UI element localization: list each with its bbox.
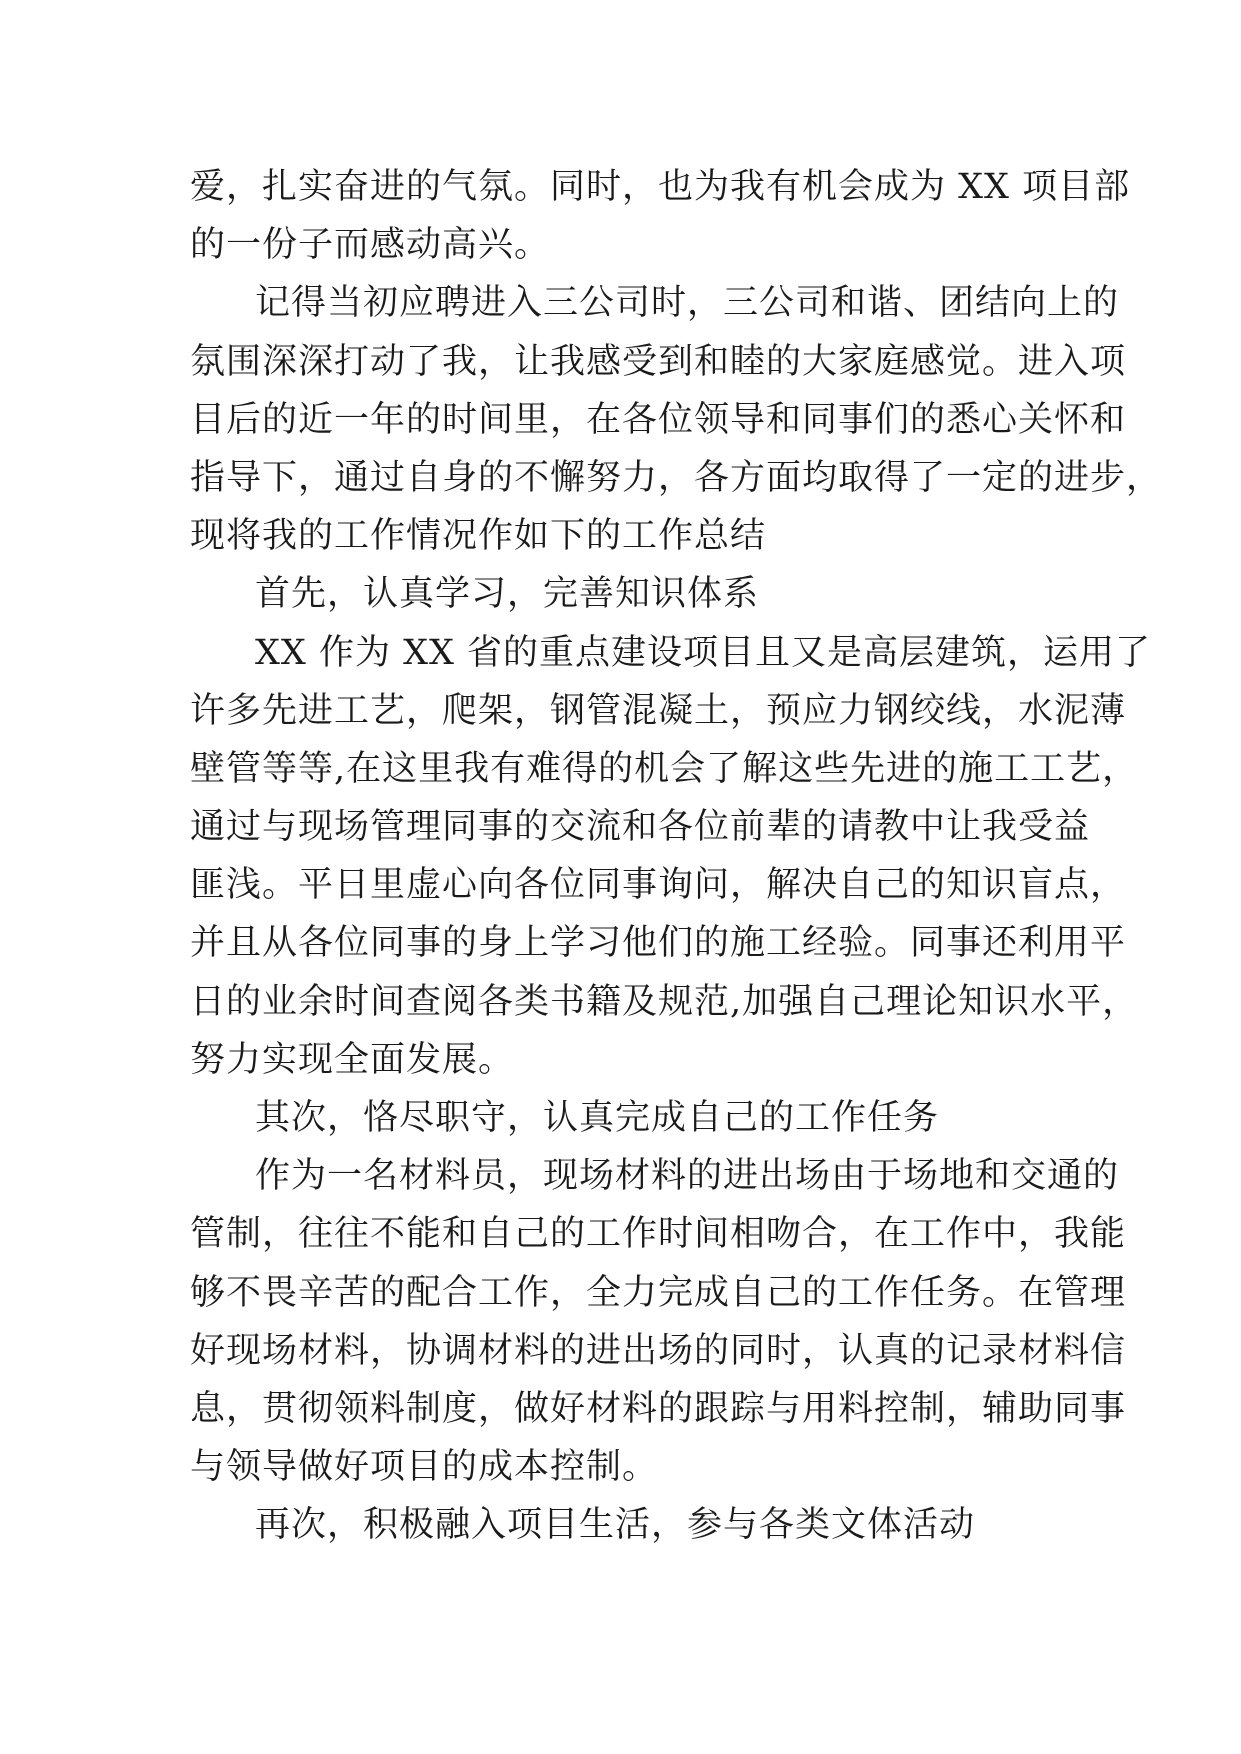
- text-line: 目后的近一年的时间里，在各位领导和同事们的悉心关怀和: [190, 399, 1127, 440]
- document-body: [190, 158, 1163, 1555]
- paragraph-start-line: 作为一名材料员，现场材料的进出场由于场地和交通的: [255, 1156, 1120, 1197]
- text-line: 与领导做好项目的成本控制。: [190, 1447, 659, 1488]
- section-heading-second: 其次，恪尽职守，认真完成自己的工作任务: [255, 1098, 940, 1138]
- text-line: 许多先进工艺，爬架，钢管混凝土，预应力钢绞线，水泥薄: [190, 690, 1127, 731]
- text-line: 日的业余时间查阅各类书籍及规范,加强自己理论知识水平，: [190, 981, 1139, 1022]
- text-line: 指导下，通过自身的不懈努力，各方面均取得了一定的进步，: [190, 457, 1163, 498]
- text-line: 并且从各位同事的身上学习他们的施工经验。同事还利用平: [190, 923, 1127, 964]
- text-line: 爱，扎实奋进的气氛。同时，也为我有机会成为 XX 项目部: [190, 167, 1131, 207]
- text-line: 现将我的工作情况作如下的工作总结: [190, 516, 767, 557]
- section-heading-third: 再次，积极融入项目生活，参与各类文体活动: [255, 1505, 976, 1546]
- paragraph-start-line: 记得当初应聘进入三公司时，三公司和谐、团结向上的: [255, 283, 1120, 324]
- text-line: 壁管等等,在这里我有难得的机会了解这些先进的施工工艺，: [190, 748, 1139, 789]
- text-line: 通过与现场管理同事的交流和各位前辈的请教中让我受益: [190, 807, 1091, 848]
- paragraph-start-line: XX 作为 XX 省的重点建设项目且又是高层建筑，运用了: [255, 632, 1152, 673]
- text-line: 管制，往往不能和自己的工作时间相吻合，在工作中，我能: [190, 1214, 1127, 1255]
- text-line: 够不畏辛苦的配合工作，全力完成自己的工作任务。在管理: [190, 1272, 1127, 1313]
- text-line: 氛围深深打动了我，让我感受到和睦的大家庭感觉。进入项: [190, 341, 1127, 382]
- text-line: 努力实现全面发展。: [190, 1039, 515, 1080]
- text-line: 匪浅。平日里虚心向各位同事询问，解决自己的知识盲点，: [190, 865, 1127, 906]
- text-line: 好现场材料，协调材料的进出场的同时，认真的记录材料信: [190, 1330, 1127, 1371]
- text-line: 息，贯彻领料制度，做好材料的跟踪与用料控制，辅助同事: [190, 1388, 1127, 1429]
- section-heading-first: 首先，认真学习，完善知识体系: [255, 574, 760, 615]
- text-line: 的一份子而感动高兴。: [190, 225, 551, 266]
